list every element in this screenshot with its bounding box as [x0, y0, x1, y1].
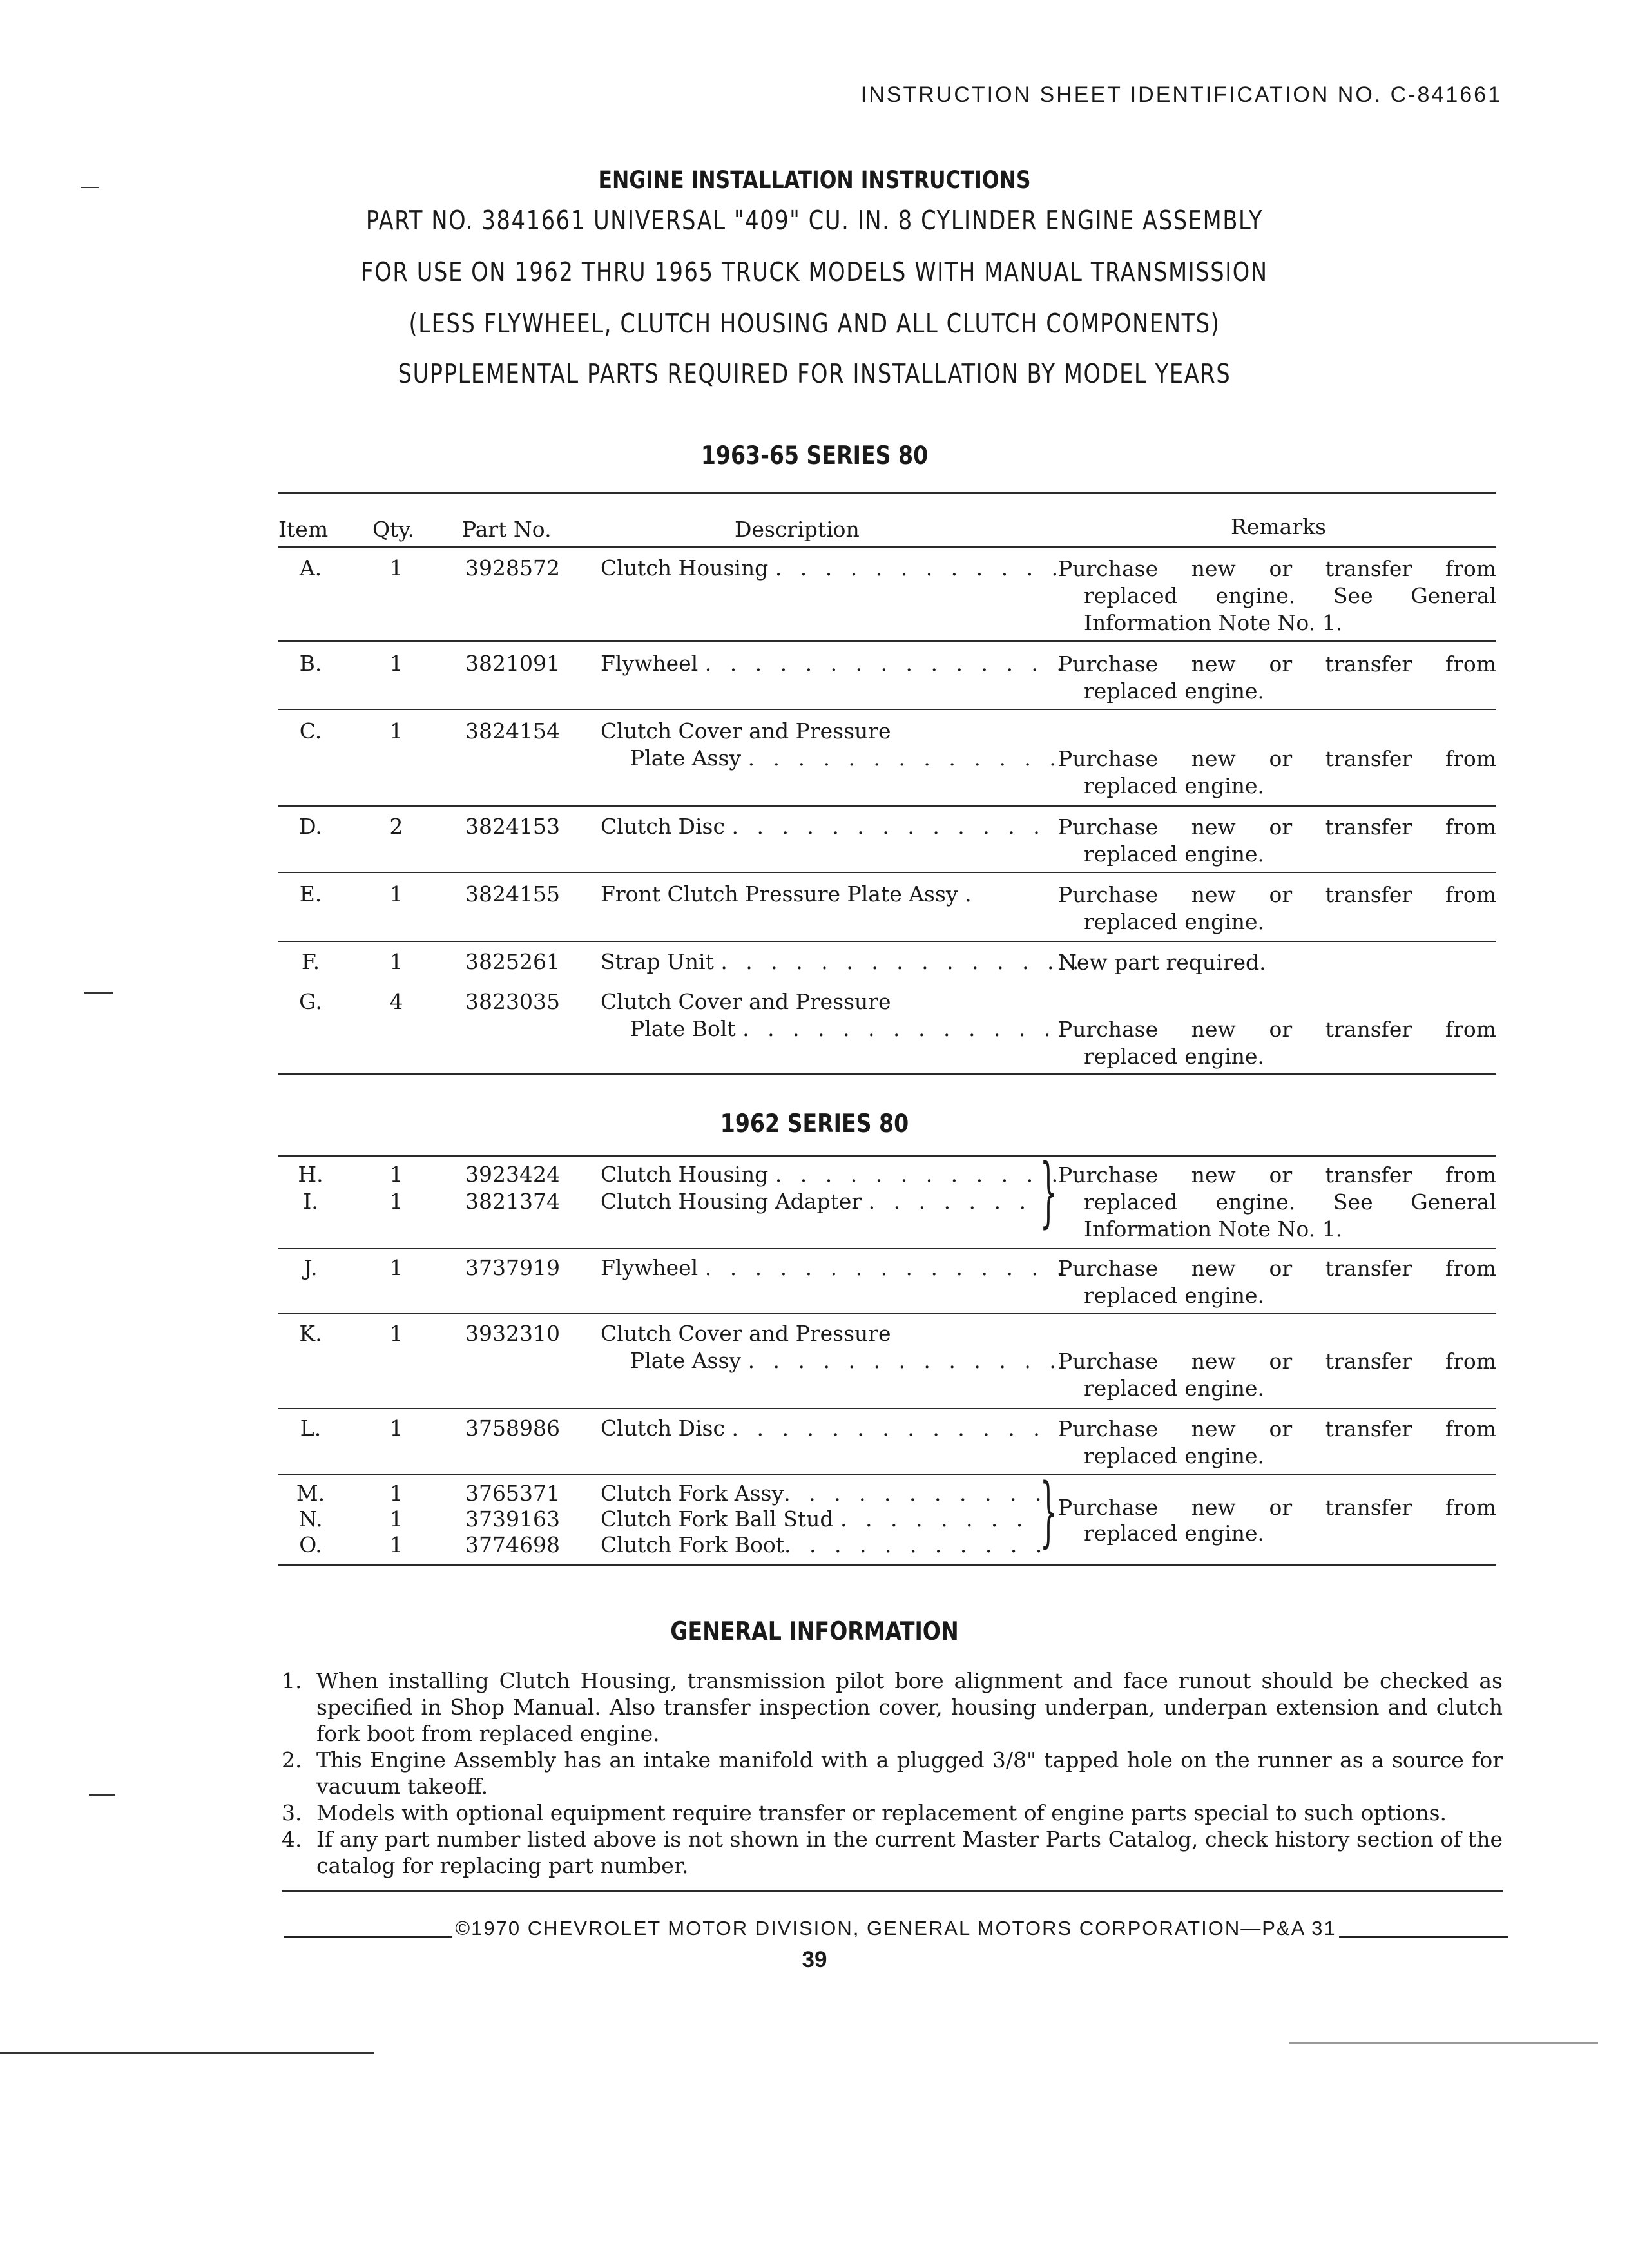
header-qty: Qty. — [372, 517, 415, 542]
description: Flywheel . . . . . . . . . . . . . . . — [601, 651, 1069, 676]
header-part-no: Part No. — [462, 517, 552, 542]
subtitle-line-4: SUPPLEMENTAL PARTS REQUIRED FOR INSTALLATION BY MODEL YEARS — [398, 358, 1231, 389]
row-divider — [278, 1313, 1496, 1314]
item-letter: N. — [298, 1506, 323, 1532]
description: Clutch Fork Assy. . . . . . . . . . . — [601, 1481, 1048, 1506]
item-letter: K. — [299, 1321, 322, 1346]
general-information-title: GENERAL INFORMATION — [670, 1617, 959, 1646]
description: Clutch Housing Adapter . . . . . . . — [601, 1189, 1032, 1214]
description: Front Clutch Pressure Plate Assy . — [601, 881, 978, 907]
quantity: 1 — [389, 718, 403, 744]
item-letter: M. — [296, 1481, 325, 1506]
remarks: Purchase new or transfer from replaced engine. — [1058, 651, 1496, 704]
remarks: Purchase new or transfer from replaced engine. — [1058, 882, 1496, 934]
part-number: 3821374 — [465, 1189, 560, 1214]
header-description: Description — [735, 517, 860, 542]
part-number: 3928572 — [465, 555, 560, 581]
item-letter: L. — [300, 1416, 322, 1441]
remarks: New part required. — [1058, 950, 1266, 975]
item-letter: D. — [299, 814, 322, 839]
remarks: Purchase new or transfer from replaced engine. — [1058, 1256, 1496, 1308]
header-remarks: Remarks — [1231, 514, 1327, 539]
table-bottom-rule — [278, 1564, 1496, 1566]
description: Clutch Cover and Pressure — [601, 1321, 891, 1346]
item-letter: E. — [299, 881, 322, 907]
remarks: Purchase new or transfer from replaced engine. — [1058, 1017, 1496, 1069]
part-number: 3739163 — [465, 1506, 560, 1532]
part-number: 3923424 — [465, 1162, 560, 1187]
part-number: 3824155 — [465, 881, 560, 907]
quantity: 4 — [389, 989, 403, 1014]
sheet-identification: INSTRUCTION SHEET IDENTIFICATION NO. C-841661 — [860, 82, 1502, 107]
remarks: Purchase new or transfer from replaced engine. — [1058, 1416, 1496, 1468]
quantity: 1 — [389, 1416, 403, 1441]
item-letter: A. — [299, 555, 322, 581]
part-number: 3932310 — [465, 1321, 560, 1346]
quantity: 1 — [389, 1481, 403, 1506]
description: Clutch Cover and Pressure — [601, 718, 891, 744]
quantity: 1 — [389, 651, 403, 676]
quantity: 1 — [389, 881, 403, 907]
page-number: 39 — [802, 1947, 827, 1972]
part-number: 3824154 — [465, 718, 560, 744]
row-divider — [278, 941, 1496, 942]
quantity: 1 — [389, 1506, 403, 1532]
description: Clutch Cover and Pressure — [601, 989, 891, 1014]
item-letter: C. — [299, 718, 322, 744]
row-divider — [278, 805, 1496, 807]
description: Strap Unit . . . . . . . . . . . . . . . — [601, 949, 1085, 974]
item-letter: I. — [303, 1189, 318, 1214]
list-item: 4. If any part number listed above is not shown in the current Master Parts Catalog, check history section of the catalog for replacing part number. — [282, 1827, 1503, 1878]
table-bottom-rule — [278, 1073, 1496, 1075]
quantity: 1 — [389, 1532, 403, 1557]
quantity: 2 — [389, 814, 403, 839]
row-divider — [278, 1408, 1496, 1409]
quantity: 1 — [389, 1321, 403, 1346]
quantity: 1 — [389, 1162, 403, 1187]
section-title-1963-65: 1963-65 SERIES 80 — [700, 441, 929, 470]
subtitle-line-1: PART NO. 3841661 UNIVERSAL "409" CU. IN. 8 CYLINDER ENGINE ASSEMBLY — [365, 205, 1264, 236]
list-item: 1. When installing Clutch Housing, transmission pilot bore alignment and face runout should be checked as specified in Shop Manual. Also transfer inspection cover, housing underpan, underpan extension and clutch fork boot from replaced engine. — [282, 1668, 1503, 1746]
quantity: 1 — [389, 949, 403, 974]
description: Clutch Disc . . . . . . . . . . . . . . — [601, 814, 1071, 839]
row-divider — [278, 1474, 1496, 1475]
footer-copyright: ©1970 CHEVROLET MOTOR DIVISION, GENERAL MOTORS CORPORATION—P&A 31 — [284, 1917, 1508, 1940]
row-divider — [278, 709, 1496, 710]
list-item: 2. This Engine Assembly has an intake manifold with a plugged 3/8" tapped hole on the runner as a source for vacuum takeoff. — [282, 1747, 1503, 1799]
description: Clutch Fork Boot. . . . . . . . . . . — [601, 1532, 1048, 1557]
description-continued: Plate Bolt . . . . . . . . . . . . . — [630, 1016, 1057, 1041]
remarks: Purchase new or transfer from replaced engine. — [1058, 814, 1496, 867]
part-number: 3824153 — [465, 814, 560, 839]
item-letter: B. — [299, 651, 322, 676]
remarks: Purchase new or transfer from replaced engine. See General Information Note No. 1. — [1058, 556, 1496, 635]
remarks: Purchase new or transfer from replaced engine. — [1058, 1495, 1496, 1546]
item-letter: O. — [299, 1532, 322, 1557]
scan-mark — [89, 1794, 115, 1796]
list-item: 3. Models with optional equipment require transfer or replacement of engine parts special to such options. — [282, 1800, 1447, 1825]
description: Flywheel . . . . . . . . . . . . . . . — [601, 1255, 1069, 1280]
part-number: 3765371 — [465, 1481, 560, 1506]
description: Clutch Fork Ball Stud . . . . . . . . — [601, 1506, 1029, 1532]
remarks: Purchase new or transfer from replaced engine. — [1058, 1349, 1496, 1401]
header-item: Item — [278, 517, 329, 542]
subtitle-line-3: (LESS FLYWHEEL, CLUTCH HOUSING AND ALL CLUTCH COMPONENTS) — [409, 308, 1220, 339]
general-information-rule — [282, 1890, 1503, 1892]
scan-mark — [0, 2052, 374, 2054]
remarks: Purchase new or transfer from replaced engine. — [1058, 746, 1496, 798]
quantity: 1 — [389, 555, 403, 581]
description-continued: Plate Assy . . . . . . . . . . . . . — [630, 1348, 1062, 1373]
item-letter: J. — [304, 1255, 318, 1280]
right-brace-icon: } — [1040, 1147, 1057, 1236]
item-letter: H. — [298, 1162, 323, 1187]
description: Clutch Housing . . . . . . . . . . . . — [601, 1162, 1065, 1187]
quantity: 1 — [389, 1255, 403, 1280]
item-letter: F. — [301, 949, 320, 974]
table-top-rule — [278, 1155, 1496, 1157]
general-information-list — [282, 1667, 1503, 1879]
part-number: 3821091 — [465, 651, 560, 676]
part-number: 3774698 — [465, 1532, 560, 1557]
section-title-1962: 1962 SERIES 80 — [720, 1110, 909, 1139]
row-divider — [278, 872, 1496, 873]
scan-mark — [1289, 2042, 1598, 2044]
part-number: 3758986 — [465, 1416, 560, 1441]
row-divider — [278, 640, 1496, 642]
scan-mark — [84, 992, 113, 994]
part-number: 3825261 — [465, 949, 560, 974]
scan-mark — [81, 187, 99, 188]
remarks: Purchase new or transfer from replaced engine. See General Information Note No. 1. — [1058, 1162, 1496, 1242]
item-letter: G. — [299, 989, 322, 1014]
part-number: 3737919 — [465, 1255, 560, 1280]
document-title: ENGINE INSTALLATION INSTRUCTIONS — [598, 166, 1031, 194]
quantity: 1 — [389, 1189, 403, 1214]
subtitle-line-2: FOR USE ON 1962 THRU 1965 TRUCK MODELS WITH MANUAL TRANSMISSION — [361, 256, 1268, 287]
row-divider — [278, 1248, 1496, 1249]
description-continued: Plate Assy . . . . . . . . . . . . . — [630, 745, 1062, 771]
table-top-rule — [278, 492, 1496, 494]
description: Clutch Disc . . . . . . . . . . . . . . — [601, 1416, 1071, 1441]
header-rule — [278, 546, 1496, 548]
description: Clutch Housing . . . . . . . . . . . . — [601, 555, 1065, 581]
part-number: 3823035 — [465, 989, 560, 1014]
right-brace-icon: } — [1040, 1466, 1057, 1555]
